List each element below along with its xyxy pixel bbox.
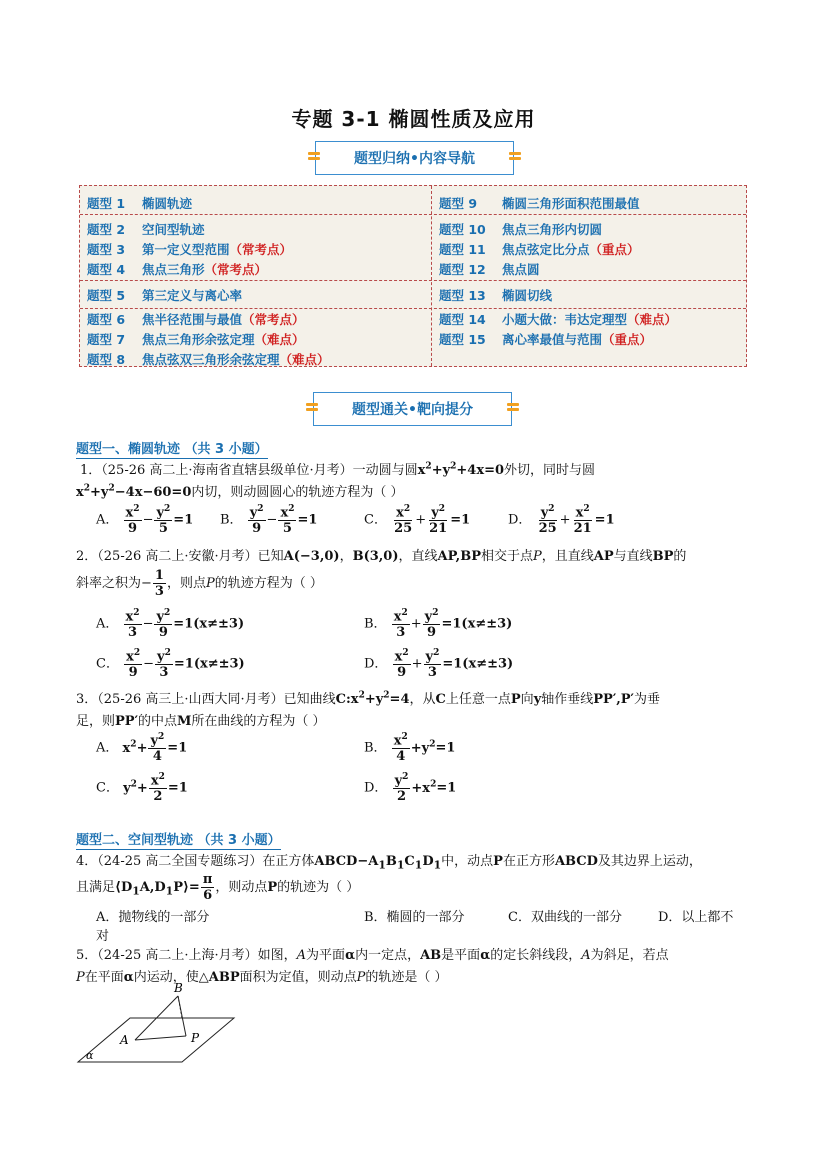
fraction: $\frac{x^2}{3}$: [125, 608, 140, 641]
cond: (x≠±3): [462, 656, 514, 672]
toc-item-13[interactable]: [439, 286, 552, 304]
q3-curve: $C:x^2+y^2=4$: [335, 690, 410, 707]
q3-option-c[interactable]: [96, 773, 188, 803]
q2-point-b: B(3,0): [352, 549, 399, 564]
q3-text-e: 轴作垂线: [541, 692, 594, 707]
q1-option-c[interactable]: C． $\frac{x^2}{25}$ + $\frac{y^2}{21}$ =1: [364, 504, 471, 537]
q2-text-h: ，则点: [166, 576, 206, 591]
toc-item-name: 椭圆三角形面积范围最值: [502, 196, 640, 211]
term: $y^2+$: [123, 779, 148, 796]
fraction: $\frac{y^2}{9}$: [424, 608, 439, 641]
q4-cube: $ABCD-A_1B_1C_1D_1$: [314, 854, 442, 872]
toc-row-line: [80, 280, 746, 281]
fraction: $\frac{y^2}{3}$: [425, 648, 440, 681]
q4-text-f: ，则动点: [215, 880, 268, 895]
q3-pp: PP′,P′: [593, 692, 634, 707]
q2-p: P: [533, 549, 542, 564]
q2-text-c: 相交于点: [480, 549, 533, 564]
q2-point-a: A(−3,0): [283, 549, 340, 564]
toc-item-tag: （重点）: [602, 332, 653, 347]
question-2-line-1: 2．（25-26 高二上·安徽·月考）已知A(−3,0)，B(3,0)，直线AP,BP相交于点P，且直线AP与直线BP的: [76, 549, 687, 564]
q5-p2: P: [356, 970, 366, 985]
q1-text-c: 内切，则动圆圆心的轨迹方程为（ ）: [191, 485, 404, 500]
question-3-line-1: [76, 688, 660, 707]
q1-option-d[interactable]: D． $\frac{y^2}{25}$ + $\frac{x^2}{21}$ =1: [508, 504, 615, 537]
fraction: $\frac{y^2}{5}$: [156, 504, 171, 537]
toc-item-number: 题型 5: [87, 288, 126, 303]
q3-option-a[interactable]: [96, 733, 187, 763]
toc-item-11[interactable]: [439, 240, 640, 258]
toc-item-number: 题型 11: [439, 242, 486, 257]
q4-square: ABCD: [554, 854, 598, 869]
option-letter: C．: [96, 656, 119, 672]
toc-item-name: 椭圆轨迹: [142, 196, 193, 211]
q4-angle: $⟨D_1A,D_1P⟩=$: [115, 880, 200, 898]
question-1-line-1: [80, 459, 595, 478]
banner-left-deco-icon: [306, 403, 318, 415]
toc-item-number: 题型 14: [439, 312, 486, 327]
toc-item-number: 题型 4: [87, 262, 126, 277]
fraction: $\frac{y^2}{9}$: [156, 608, 171, 641]
term: $x^2+$: [122, 739, 148, 756]
q1-circle-2: $x^2+y^2-4x-60=0$: [76, 483, 192, 500]
q5-p: P: [76, 970, 85, 985]
plane-alpha: [78, 1018, 234, 1062]
eq: =1: [173, 616, 194, 632]
page-title: 专题 3-1 椭圆性质及应用: [291, 107, 536, 131]
nav-banner-text: 题型归纳•内容导航: [354, 151, 475, 167]
toc-item-2[interactable]: [87, 220, 205, 238]
section-title-1: 题型一、椭圆轨迹 （共 3 小题）: [76, 438, 268, 459]
q4-text-d: 及其边界上运动，: [597, 854, 702, 869]
fraction: $\frac{x^2}{5}$: [280, 504, 295, 537]
fraction: $\frac{x^2}{4}$: [393, 732, 408, 765]
toc-item-number: 题型 7: [87, 332, 126, 347]
q1-circle-1: $x^2+y^2+4x=0$: [417, 461, 505, 478]
toc-item-tag: （重点）: [589, 242, 640, 257]
toc-row-line: [80, 214, 746, 215]
toc-item-name: 第一定义型范围: [142, 242, 230, 257]
q4-p: P: [493, 854, 503, 869]
toc-item-name: 椭圆切线: [502, 288, 553, 303]
q5-text-d: 是平面: [441, 948, 481, 963]
eq: =1: [441, 616, 462, 632]
fraction: $\frac{x^2}{9}$: [394, 648, 409, 681]
q3-text-d: 向: [520, 692, 534, 707]
term: $+x^2$: [411, 779, 437, 796]
eq: =1: [167, 780, 188, 796]
eq: =1: [442, 656, 463, 672]
q3-text-i: 所在曲线的方程为（ ）: [191, 714, 326, 729]
eq: =1: [167, 740, 188, 756]
q5-text-b: 为平面: [306, 948, 346, 963]
toc-item-4[interactable]: [87, 260, 267, 278]
q2-lines: AP,BP: [437, 549, 481, 564]
q1-text-a: 1．（25-26 高二上·海南省直辖县级单位·月考）一动圆与圆: [80, 463, 418, 478]
toc-item-name: 焦点三角形内切圆: [502, 222, 603, 237]
q1-text-b: 外切，同时与圆: [504, 463, 596, 478]
q4-text-c: 在正方形: [502, 854, 555, 869]
toc-item-name: 焦半径范围与最值: [142, 312, 243, 327]
q5-text-f: 为斜足，若点: [590, 948, 669, 963]
fraction: $\frac{1}{3}$: [154, 568, 164, 599]
q3-y: y: [533, 692, 542, 707]
toc-item-number: 题型 13: [439, 288, 486, 303]
q5-text-a: 5．（24-25 高二上·上海·月考）如图，: [76, 948, 297, 963]
fraction: $\frac{y^2}{4}$: [150, 732, 165, 765]
term: $+y^2$: [410, 739, 436, 756]
q4-p2: P: [267, 880, 278, 895]
q4-option-a[interactable]: A．抛物线的一部分: [96, 910, 210, 925]
option-letter: A．: [96, 616, 119, 632]
fraction: $\frac{y^2}{2}$: [394, 772, 409, 805]
option-letter: A．: [96, 740, 119, 756]
eq: =1: [436, 780, 457, 796]
q3-text-b: ，从: [409, 692, 436, 707]
q2-bp: BP: [652, 549, 674, 564]
toc-item-1[interactable]: [87, 194, 192, 212]
q5-text-g: 在平面: [84, 970, 124, 985]
label-b: B: [174, 981, 183, 995]
toc-item-8[interactable]: [87, 350, 330, 368]
q5-alpha: α: [345, 948, 356, 963]
nav-banner: [315, 141, 514, 175]
toc-item-tag: （常考点）: [242, 312, 305, 327]
plane-figure: [70, 976, 240, 1068]
option-letter: B．: [364, 616, 387, 632]
eq: =1: [450, 512, 471, 528]
q4-option-d[interactable]: D．以上都不: [658, 910, 734, 925]
q2-text-a: 2．（25-26 高二上·安徽·月考）已知: [76, 549, 284, 564]
q3-text-c: 上任意一点: [445, 692, 511, 707]
toc-item-tag: （难点）: [627, 312, 678, 327]
question-4-line-2: [76, 873, 359, 902]
option-letter: C．: [364, 512, 387, 528]
q5-alpha2: α: [480, 948, 491, 963]
toc-item-name: 空间型轨迹: [142, 222, 205, 237]
q3-text-f: 为垂: [633, 692, 660, 707]
q3-c: C: [435, 692, 446, 707]
toc-item-name: 第三定义与离心率: [142, 288, 243, 303]
q2-text-d: ，且直线: [541, 549, 594, 564]
q2-text-b: ，直线: [398, 549, 438, 564]
eq: =1: [173, 512, 194, 528]
q4-option-d-cont: 对: [96, 929, 110, 944]
toc-item-name: 焦点三角形余弦定理: [142, 332, 255, 347]
q5-ab: AB: [420, 948, 442, 963]
practice-banner-text: 题型通关•靶向提分: [352, 402, 473, 418]
option-letter: D．: [508, 512, 532, 528]
q4-text-b: 中，动点: [441, 854, 494, 869]
toc-item-name: 焦点圆: [502, 262, 540, 277]
toc-item-3[interactable]: [87, 240, 292, 258]
q1-option-b[interactable]: B． $\frac{y^2}{9}$ − $\frac{x^2}{5}$ =1: [220, 504, 318, 537]
fraction: $\frac{y^2}{25}$: [538, 504, 557, 537]
option-letter: D．: [364, 656, 388, 672]
fraction: $\frac{x^2}{2}$: [150, 772, 165, 805]
toc-item-9[interactable]: [439, 194, 640, 212]
fraction: $\frac{y^2}{9}$: [249, 504, 264, 537]
question-4-line-1: [76, 850, 702, 872]
toc-item-12[interactable]: [439, 260, 540, 278]
section-title-2: 题型二、空间型轨迹 （共 3 小题）: [76, 829, 281, 850]
toc-item-15[interactable]: [439, 330, 652, 348]
option-letter: D．: [364, 780, 388, 796]
toc-item-number: 题型 3: [87, 242, 126, 257]
toc-item-14[interactable]: [439, 310, 677, 328]
q2-text-i: 的轨迹方程为（ ）: [214, 576, 323, 591]
banner-left-deco-icon: [308, 152, 320, 164]
q5-a2: A: [581, 948, 591, 963]
option-letter: C．: [96, 780, 119, 796]
fraction: $\frac{y^2}{3}$: [157, 648, 171, 681]
fraction: $\frac{y^2}{21}$: [429, 504, 448, 537]
q4-option-b[interactable]: B．椭圆的一部分: [364, 910, 465, 925]
fraction: $\frac{x^2}{25}$: [394, 504, 413, 537]
toc-item-number: 题型 8: [87, 352, 126, 367]
q3-text-a: 3．（25-26 高三上·山西大同·月考）已知曲线: [76, 692, 336, 707]
toc-item-number: 题型 2: [87, 222, 126, 237]
q5-text-e: 的定长斜线段，: [490, 948, 582, 963]
q3-pp2: PP′: [115, 714, 138, 729]
q4-option-c[interactable]: C．双曲线的一部分: [508, 910, 622, 925]
toc-item-number: 题型 1: [87, 196, 126, 211]
toc-item-7[interactable]: [87, 330, 305, 348]
q2-ap: AP: [593, 549, 614, 564]
q3-m: M: [177, 714, 192, 729]
question-2-line-2: 斜率之积为− $\frac{1}{3}$ ，则点P的轨迹方程为（ ）: [76, 568, 323, 599]
toc-item-tag: （常考点）: [204, 262, 268, 277]
q3-text-h: 的中点: [138, 714, 178, 729]
q3-text-g: 足，则: [76, 714, 116, 729]
fraction: $\frac{x^2}{3}$: [393, 608, 408, 641]
q2-option-c[interactable]: C． $\frac{x^2}{9}$ − $\frac{y^2}{3}$ =1(x≠±3): [96, 648, 245, 681]
q4-text-a: 4．（24-25 高二全国专题练习）在正方体: [76, 854, 315, 869]
question-5-line-1: [76, 944, 669, 963]
fraction: $\frac{x^2}{9}$: [126, 648, 141, 681]
eq: =1: [594, 512, 615, 528]
label-p: P: [191, 1031, 200, 1045]
q4-text-g: 的轨迹为（ ）: [277, 880, 360, 895]
option-letter: A．: [96, 512, 119, 528]
fraction: $\frac{x^2}{21}$: [573, 504, 592, 537]
toc-item-6[interactable]: [87, 310, 305, 328]
q3-option-b[interactable]: [364, 733, 455, 763]
question-1-line-2: [76, 481, 404, 500]
toc-divider: [431, 186, 432, 366]
toc-item-number: 题型 9: [439, 196, 478, 211]
banner-right-deco-icon: [509, 152, 521, 164]
q5-text-i: 面积为定值，则动点: [239, 970, 357, 985]
q5-alpha3: α: [123, 970, 134, 985]
toc-item-number: 题型 10: [439, 222, 486, 237]
q2-text-f: 的: [673, 549, 687, 564]
toc-item-tag: （难点）: [279, 352, 330, 367]
toc-item-name: 离心率最值与范围: [502, 332, 603, 347]
q2-text-g: 斜率之积为: [76, 576, 142, 591]
toc-item-name: 焦点弦定比分点: [502, 242, 590, 257]
question-3-line-2: [76, 710, 326, 729]
q5-text-c: 内一定点，: [355, 948, 421, 963]
label-alpha: α: [86, 1049, 94, 1062]
q2-option-a[interactable]: A． $\frac{x^2}{3}$ − $\frac{y^2}{9}$ =1(x≠±3): [96, 608, 245, 641]
toc-item-10[interactable]: [439, 220, 602, 238]
q5-triangle: △ABP: [198, 970, 240, 985]
segment-ap: [135, 1036, 186, 1040]
q2-option-d[interactable]: D． $\frac{x^2}{9}$ + $\frac{y^2}{3}$ =1(x≠±3): [364, 648, 514, 681]
toc-item-number: 题型 15: [439, 332, 486, 347]
cond: (x≠±3): [193, 616, 245, 632]
q5-text-j: 的轨迹是（ ）: [365, 970, 448, 985]
q5-text-h: 内运动，使: [133, 970, 199, 985]
label-a: A: [120, 1033, 129, 1047]
practice-banner: [313, 392, 512, 426]
toc-item-number: 题型 12: [439, 262, 486, 277]
cond: (x≠±3): [461, 616, 513, 632]
toc-item-5[interactable]: [87, 286, 242, 304]
option-letter: B．: [364, 740, 387, 756]
q2-p2: P: [205, 576, 215, 591]
q1-option-a[interactable]: A． $\frac{x^2}{9}$ − $\frac{y^2}{5}$ =1: [96, 504, 194, 537]
toc-item-name: 焦点三角形: [142, 262, 205, 277]
toc-item-tag: （常考点）: [229, 242, 293, 257]
toc-item-name: 焦点弦双三角形余弦定理: [142, 352, 280, 367]
q3-option-d[interactable]: [364, 773, 456, 803]
q2-text-e: 与直线: [613, 549, 653, 564]
toc-item-number: 题型 6: [87, 312, 126, 327]
q5-a: A: [296, 948, 307, 963]
eq: =1: [435, 740, 456, 756]
toc-row-line: [80, 308, 746, 309]
toc-item-tag: （难点）: [254, 332, 305, 347]
cond: (x≠±3): [193, 656, 245, 672]
option-letter: B．: [220, 512, 243, 528]
toc-table: [79, 185, 747, 367]
toc-item-name: 小题大做：韦达定理型: [502, 312, 628, 327]
q4-text-e: 且满足: [76, 880, 116, 895]
q3-p: P: [510, 692, 521, 707]
eq: =1: [173, 656, 194, 672]
banner-right-deco-icon: [507, 403, 519, 415]
q2-option-b[interactable]: B． $\frac{x^2}{3}$ + $\frac{y^2}{9}$ =1(x≠±3): [364, 608, 513, 641]
fraction: $\frac{x^2}{9}$: [125, 504, 140, 537]
eq: =1: [297, 512, 318, 528]
fraction: $\frac{\pi}{6}$: [202, 872, 213, 903]
